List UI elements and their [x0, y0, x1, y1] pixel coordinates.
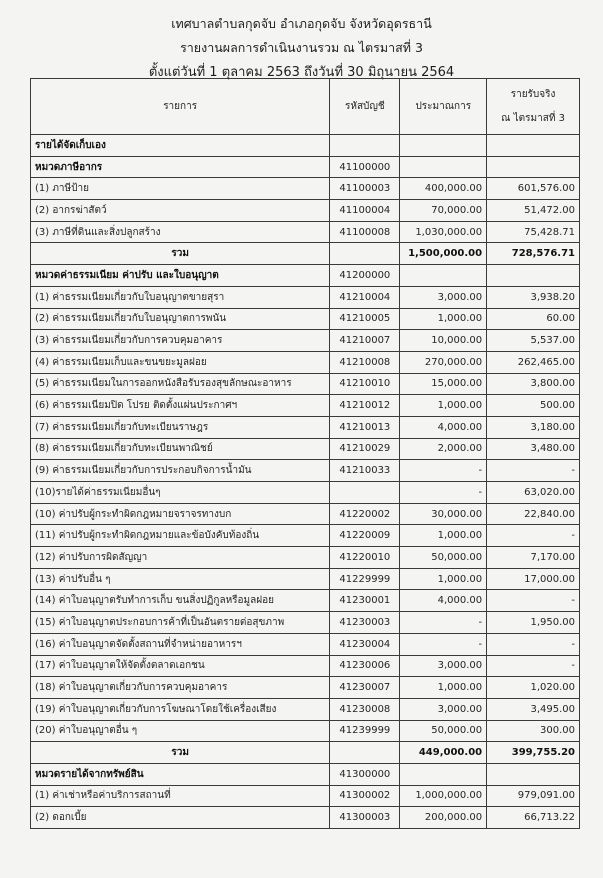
- cell-actual: 728,576.71: [487, 243, 580, 265]
- cell-code: 41100004: [330, 200, 400, 222]
- cell-code: 41230008: [330, 698, 400, 720]
- cell-actual: 3,495.00: [487, 698, 580, 720]
- cell-code: [330, 482, 400, 504]
- cell-item: (2) ดอกเบี้ย: [31, 807, 330, 829]
- cell-actual: 500.00: [487, 395, 580, 417]
- section-row: [31, 265, 580, 287]
- cell-code: 41300002: [330, 785, 400, 807]
- cell-code: 41220010: [330, 547, 400, 569]
- cell-code: 41210033: [330, 460, 400, 482]
- cell-actual: 63,020.00: [487, 482, 580, 504]
- cell-budget: 449,000.00: [400, 742, 487, 764]
- col-header-item: รายการ: [31, 79, 330, 135]
- cell-item: (17) ค่าใบอนุญาตให้จัดตั้งตลาดเอกชน: [31, 655, 330, 677]
- cell-code: 41230001: [330, 590, 400, 612]
- cell-code: 41210004: [330, 286, 400, 308]
- section-row: [31, 763, 580, 785]
- table-row: [31, 395, 580, 417]
- col-header-actual-line1: รายรับจริง: [510, 88, 556, 100]
- cell-code: [330, 135, 400, 157]
- cell-code: 41230007: [330, 677, 400, 699]
- cell-budget: 3,000.00: [400, 655, 487, 677]
- table-row: [31, 525, 580, 547]
- cell-item: (11) ค่าปรับผู้กระทำผิดกฎหมายและข้อบังคับท้องถิ่น: [31, 525, 330, 547]
- cell-item: (10) ค่าปรับผู้กระทำผิดกฎหมายจราจรทางบก: [31, 503, 330, 525]
- table-row: [31, 416, 580, 438]
- cell-budget: [400, 156, 487, 178]
- col-header-actual: [487, 79, 580, 135]
- cell-code: 41210008: [330, 351, 400, 373]
- cell-budget: 1,030,000.00: [400, 221, 487, 243]
- table-row: [31, 373, 580, 395]
- cell-actual: [487, 265, 580, 287]
- cell-item: (10)รายได้ค่าธรรมเนียมอื่นๆ: [31, 482, 330, 504]
- cell-item: (3) ค่าธรรมเนียมเกี่ยวกับการควบคุมอาคาร: [31, 330, 330, 352]
- cell-actual: 1,950.00: [487, 612, 580, 634]
- cell-actual: 75,428.71: [487, 221, 580, 243]
- table-row: [31, 178, 580, 200]
- cell-code: 41210007: [330, 330, 400, 352]
- cell-budget: 4,000.00: [400, 416, 487, 438]
- cell-item: (7) ค่าธรรมเนียมเกี่ยวกับทะเบียนราษฎร: [31, 416, 330, 438]
- cell-actual: 3,480.00: [487, 438, 580, 460]
- cell-item: (15) ค่าใบอนุญาตประกอบการค้าที่เป็นอันตรายต่อสุขภาพ: [31, 612, 330, 634]
- cell-budget: 1,000.00: [400, 525, 487, 547]
- cell-budget: 50,000.00: [400, 547, 487, 569]
- cell-code: 41210010: [330, 373, 400, 395]
- report-title: รายงานผลการดำเนินงานรวม ณ ไตรมาสที่ 3: [180, 40, 423, 55]
- cell-item: รวม: [31, 742, 330, 764]
- cell-item: หมวดรายได้จากทรัพย์สิน: [31, 763, 330, 785]
- cell-budget: 1,000,000.00: [400, 785, 487, 807]
- cell-item: (5) ค่าธรรมเนียมในการออกหนังสือรับรองสุขลักษณะอาหาร: [31, 373, 330, 395]
- cell-code: 41220002: [330, 503, 400, 525]
- cell-item: (1) ค่าเช่าหรือค่าบริการสถานที่: [31, 785, 330, 807]
- cell-code: 41210013: [330, 416, 400, 438]
- table-row: [31, 698, 580, 720]
- cell-item: (6) ค่าธรรมเนียมปิด โปรย ติดตั้งแผ่นประกาศฯ: [31, 395, 330, 417]
- cell-item: (18) ค่าใบอนุญาตเกี่ยวกับการควบคุมอาคาร: [31, 677, 330, 699]
- table-row: [31, 351, 580, 373]
- table-row: [31, 286, 580, 308]
- section-row: [31, 135, 580, 157]
- table-row: [31, 612, 580, 634]
- cell-item: (14) ค่าใบอนุญาตรับทำการเก็บ ขนสิ่งปฏิกูลหรือมูลฝอย: [31, 590, 330, 612]
- cell-budget: 3,000.00: [400, 286, 487, 308]
- cell-code: 41300000: [330, 763, 400, 785]
- cell-code: 41300003: [330, 807, 400, 829]
- cell-item: (13) ค่าปรับอื่น ๆ: [31, 568, 330, 590]
- col-header-actual-line2: ณ ไตรมาสที่ 3: [501, 112, 565, 124]
- table-row: [31, 655, 580, 677]
- cell-budget: 2,000.00: [400, 438, 487, 460]
- cell-code: 41200000: [330, 265, 400, 287]
- cell-item: หมวดภาษีอากร: [31, 156, 330, 178]
- cell-budget: 1,000.00: [400, 308, 487, 330]
- cell-actual: 7,170.00: [487, 547, 580, 569]
- cell-code: 41220009: [330, 525, 400, 547]
- cell-item: (12) ค่าปรับการผิดสัญญา: [31, 547, 330, 569]
- total-row: [31, 243, 580, 265]
- cell-item: (16) ค่าใบอนุญาตจัดตั้งสถานที่จำหน่ายอาหารฯ: [31, 633, 330, 655]
- cell-budget: 1,500,000.00: [400, 243, 487, 265]
- col-header-code: รหัสบัญชี: [330, 79, 400, 135]
- cell-code: 41100003: [330, 178, 400, 200]
- cell-actual: 979,091.00: [487, 785, 580, 807]
- cell-item: (2) อากรฆ่าสัตว์: [31, 200, 330, 222]
- cell-actual: 300.00: [487, 720, 580, 742]
- cell-code: 41230004: [330, 633, 400, 655]
- cell-item: รายได้จัดเก็บเอง: [31, 135, 330, 157]
- cell-code: 41210005: [330, 308, 400, 330]
- cell-budget: [400, 763, 487, 785]
- cell-code: [330, 742, 400, 764]
- cell-item: (1) ภาษีป้าย: [31, 178, 330, 200]
- cell-actual: 3,180.00: [487, 416, 580, 438]
- col-header-budget: ประมาณการ: [400, 79, 487, 135]
- cell-budget: 1,000.00: [400, 395, 487, 417]
- cell-item: (3) ภาษีที่ดินและสิ่งปลูกสร้าง: [31, 221, 330, 243]
- cell-budget: 400,000.00: [400, 178, 487, 200]
- cell-budget: 4,000.00: [400, 590, 487, 612]
- cell-budget: 10,000.00: [400, 330, 487, 352]
- cell-code: 41210029: [330, 438, 400, 460]
- cell-actual: -: [487, 460, 580, 482]
- cell-item: หมวดค่าธรรมเนียม ค่าปรับ และใบอนุญาต: [31, 265, 330, 287]
- cell-actual: [487, 763, 580, 785]
- cell-actual: [487, 156, 580, 178]
- cell-actual: -: [487, 590, 580, 612]
- total-row: [31, 742, 580, 764]
- table-row: [31, 633, 580, 655]
- table-row: [31, 677, 580, 699]
- cell-item: (19) ค่าใบอนุญาตเกี่ยวกับการโฆษณาโดยใช้เครื่องเสียง: [31, 698, 330, 720]
- cell-code: 41239999: [330, 720, 400, 742]
- report-org-title: เทศบาลตำบลกุดจับ อำเภอกุดจับ จังหวัดอุดรธานี: [171, 16, 432, 31]
- cell-item: (4) ค่าธรรมเนียมเก็บและขนขยะมูลฝอย: [31, 351, 330, 373]
- cell-budget: 50,000.00: [400, 720, 487, 742]
- cell-code: 41100008: [330, 221, 400, 243]
- cell-budget: 15,000.00: [400, 373, 487, 395]
- cell-actual: 3,800.00: [487, 373, 580, 395]
- table-row: [31, 590, 580, 612]
- cell-code: 41230003: [330, 612, 400, 634]
- section-row: [31, 156, 580, 178]
- revenue-table: [30, 78, 580, 829]
- cell-budget: -: [400, 482, 487, 504]
- cell-item: (20) ค่าใบอนุญาตอื่น ๆ: [31, 720, 330, 742]
- table-row: [31, 807, 580, 829]
- cell-budget: 1,000.00: [400, 568, 487, 590]
- cell-budget: 200,000.00: [400, 807, 487, 829]
- table-row: [31, 460, 580, 482]
- cell-actual: -: [487, 655, 580, 677]
- cell-actual: 66,713.22: [487, 807, 580, 829]
- cell-budget: 270,000.00: [400, 351, 487, 373]
- cell-budget: -: [400, 612, 487, 634]
- table-body: [31, 135, 580, 829]
- cell-code: 41230006: [330, 655, 400, 677]
- table-row: [31, 503, 580, 525]
- cell-actual: 262,465.00: [487, 351, 580, 373]
- cell-item: (8) ค่าธรรมเนียมเกี่ยวกับทะเบียนพาณิชย์: [31, 438, 330, 460]
- cell-budget: -: [400, 460, 487, 482]
- cell-code: [330, 243, 400, 265]
- cell-item: (9) ค่าธรรมเนียมเกี่ยวกับการประกอบกิจการน้ำมัน: [31, 460, 330, 482]
- cell-budget: -: [400, 633, 487, 655]
- cell-actual: 1,020.00: [487, 677, 580, 699]
- cell-actual: -: [487, 525, 580, 547]
- cell-item: (2) ค่าธรรมเนียมเกี่ยวกับใบอนุญาตการพนัน: [31, 308, 330, 330]
- cell-budget: 3,000.00: [400, 698, 487, 720]
- cell-code: 41100000: [330, 156, 400, 178]
- table-row: [31, 482, 580, 504]
- cell-item: รวม: [31, 243, 330, 265]
- cell-actual: 22,840.00: [487, 503, 580, 525]
- table-row: [31, 438, 580, 460]
- cell-budget: 1,000.00: [400, 677, 487, 699]
- cell-actual: -: [487, 633, 580, 655]
- cell-item: (1) ค่าธรรมเนียมเกี่ยวกับใบอนุญาตขายสุรา: [31, 286, 330, 308]
- table-row: [31, 221, 580, 243]
- cell-actual: 51,472.00: [487, 200, 580, 222]
- table-row: [31, 720, 580, 742]
- cell-budget: 70,000.00: [400, 200, 487, 222]
- cell-code: 41210012: [330, 395, 400, 417]
- cell-actual: 3,938.20: [487, 286, 580, 308]
- table-row: [31, 308, 580, 330]
- cell-actual: [487, 135, 580, 157]
- cell-actual: 60.00: [487, 308, 580, 330]
- cell-actual: 601,576.00: [487, 178, 580, 200]
- table-row: [31, 568, 580, 590]
- cell-actual: 399,755.20: [487, 742, 580, 764]
- cell-budget: [400, 265, 487, 287]
- table-row: [31, 785, 580, 807]
- cell-budget: 30,000.00: [400, 503, 487, 525]
- table-row: [31, 200, 580, 222]
- report-period: ตั้งแต่วันที่ 1 ตุลาคม 2563 ถึงวันที่ 30 มิถุนายน 2564: [148, 65, 455, 80]
- table-row: [31, 547, 580, 569]
- table-row: [31, 330, 580, 352]
- cell-actual: 5,537.00: [487, 330, 580, 352]
- cell-budget: [400, 135, 487, 157]
- cell-actual: 17,000.00: [487, 568, 580, 590]
- table-header-row: [31, 79, 580, 135]
- cell-code: 41229999: [330, 568, 400, 590]
